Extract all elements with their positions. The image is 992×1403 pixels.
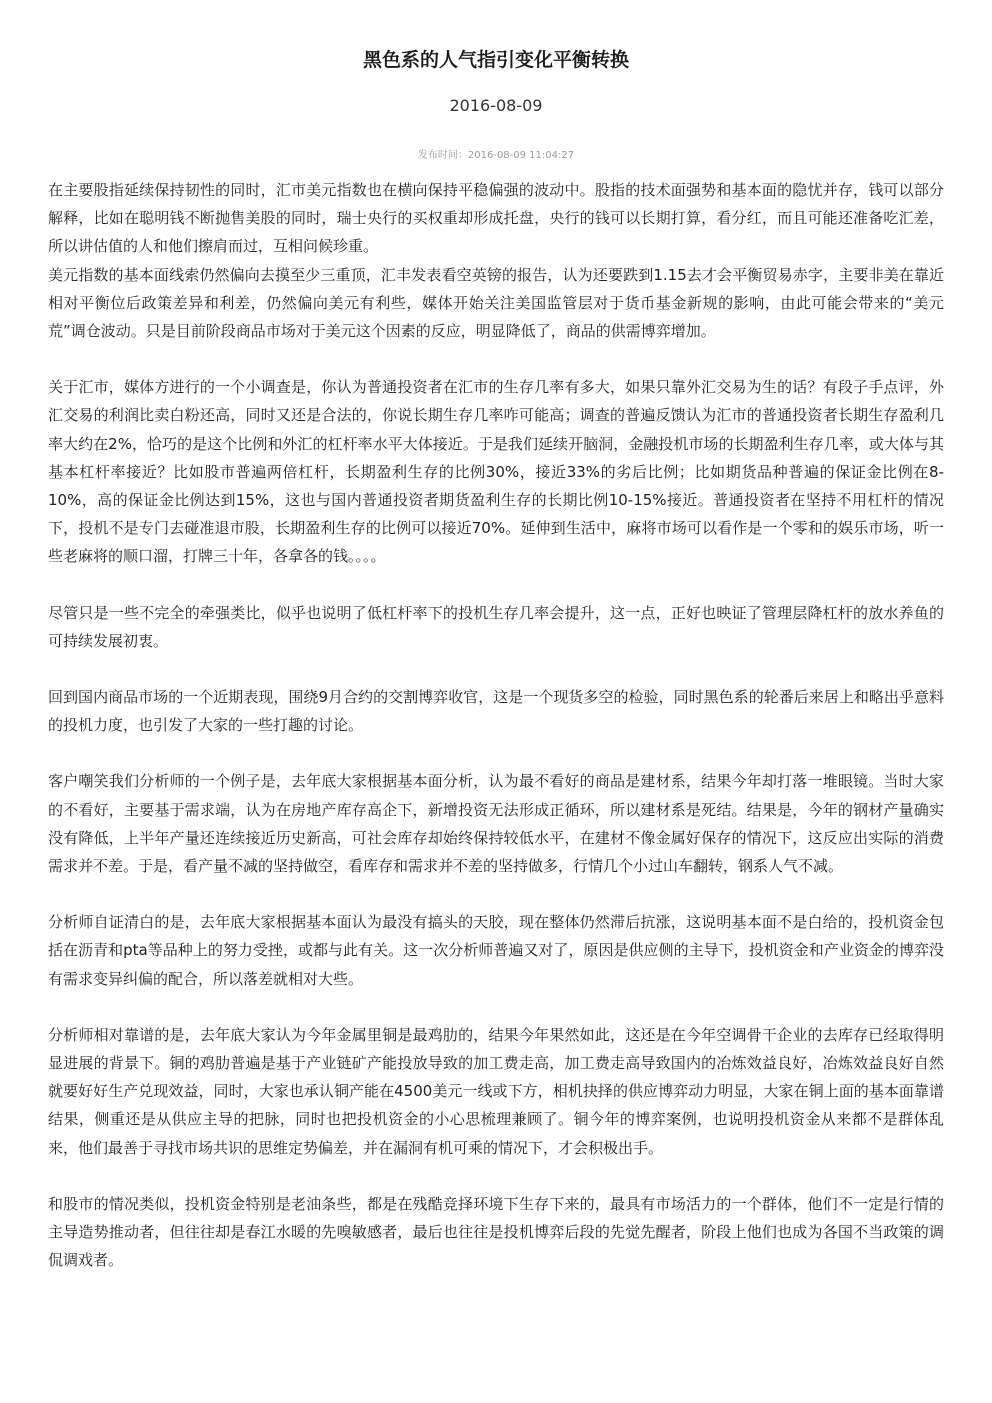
article-date: 2016-08-09 [449,96,543,115]
article-body [48,176,944,1275]
paragraph: 回到国内商品市场的一个近期表现，围绕9月合约的交割博弈收官，这是一个现货多空的检验，同时黑色系的轮番后来居上和略出乎意料的投机力度，也引发了大家的一些打趣的讨论。 [48,688,944,735]
paragraph: 和股市的情况类似，投机资金特别是老油条些，都是在残酷竞择环境下生存下来的，最具有市场活力的一个群体，他们不一定是行情的主导造势推动者，但往往却是春江水暖的先嗅敏感者，最后也往往是投机博弈后段的先觉先醒者，阶段上他们也成为各国不当政策的调侃调戏者。 [48,1194,944,1270]
article-title: 黑色系的人气指引变化平衡转换 [362,49,629,71]
paragraph: 分析师自证清白的是，去年底大家根据基本面认为最没有搞头的天胶，现在整体仍然滞后抗涨，这说明基本面不是白给的，投机资金包括在沥青和pta等品种上的努力受挫，或都与此有关。这一次分析师普遍又对了，原因是供应侧的主导下，投机资金和产业资金的博弈没有需求变异纠偏的配合，所以落差就相对大些。 [48,913,944,988]
paragraph: 分析师相对靠谱的是，去年底大家认为今年金属里铜是最鸡肋的，结果今年果然如此，这还是在今年空调骨干企业的去库存已经取得明显进展的背景下。铜的鸡肋普遍是基于产业链矿产能投放导致的加工费走高，加工费走高导致国内的冶炼效益良好，冶炼效益良好自然就要好好生产兑现效益，同时，大家也承认铜产能在4500美元一线或下方，相机抉择的供应博弈动力明显，大家在铜上面的基本面靠谱结果，侧重还是从供应主导的把脉，同时也把投机资金的小心思梳理兼顾了。铜今年的博弈案例，也说明投机资金从来都不是群体乱来，他们最善于寻找市场共识的思维定势偏差，并在漏洞有机可乘的情况下，才会积极出手。 [48,1025,944,1157]
paragraph: 尽管只是一些不完全的牵强类比，似乎也说明了低杠杆率下的投机生存几率会提升，这一点，正好也映证了管理层降杠杆的放水养鱼的可持续发展初衷。 [48,603,944,650]
paragraph: 美元指数的基本面线索仍然偏向去摸至少三重顶，汇丰发表看空英镑的报告，认为还要跌到1.15去才会平衡贸易赤字，主要非美在靠近相对平衡位后政策差异和利差，仍然偏向美元有利些，媒体开始关注美国监管层对于货币基金新规的影响，由此可能会带来的“美元荒”调仓波动。只是目前阶段商品市场对于美元这个因素的反应，明显降低了，商品的供需博弈增加。 [48,265,944,341]
paragraph: 关于汇市，媒体方进行的一个小调查是，你认为普通投资者在汇市的生存几率有多大，如果只靠外汇交易为生的话？有段子手点评，外汇交易的利润比卖白粉还高，同时又还是合法的，你说长期生存几率咋可能高；调查的普遍反馈认为汇市的普通投资者长期生存盈利几率大约在2%，恰巧的是这个比例和外汇的杠杆率水平大体接近。于是我们延续开脑洞，金融投机市场的长期盈利生存几率，或大体与其基本杠杆率接近？比如股市普遍两倍杠杆，长期盈利生存的比例30%，接近33%的劣后比例；比如期货品种普遍的保证金比例在8-10%，高的保证金比例达到15%，这也与国内普通投资者期货盈利生存的长期比例10-15%接近。普通投资者在坚持不用杠杆的情况下，投机不是专门去碰准退市股，长期盈利生存的比例可以接近70%。延伸到生活中，麻将市场可以看作是一个零和的娱乐市场，听一些老麻将的顺口溜，打牌三十年，各拿各的钱。。。。 [48,378,944,566]
paragraph: 客户嘲笑我们分析师的一个例子是，去年底大家根据基本面分析，认为最不看好的商品是建材系，结果今年却打落一堆眼镜。当时大家的不看好，主要基于需求端，认为在房地产库存高企下，新增投资无法形成正循环，所以建材系是死结。结果是，今年的钢材产量确实没有降低，上半年产量还连续接近历史新高，可社会库存却始终保持较低水平，在建材不像金属好保存的情况下，这反应出实际的消费需求并不差。于是，看产量不减的坚持做空，看库存和需求并不差的坚持做多，行情几个小过山车翻转，钢系人气不减。 [48,772,944,876]
paragraph: 在主要股指延续保持韧性的同时，汇市美元指数也在横向保持平稳偏强的波动中。股指的技术面强势和基本面的隐忧并存，钱可以部分解释，比如在聪明钱不断抛售美股的同时，瑞士央行的买权重却形成托盘，央行的钱可以长期打算，看分红，而且可能还准备吃汇差，所以讲估值的人和他们擦肩而过，互相问候珍重。 [48,181,944,256]
publish-time: 发布时间：2016-08-09 11:04:27 [417,150,575,161]
